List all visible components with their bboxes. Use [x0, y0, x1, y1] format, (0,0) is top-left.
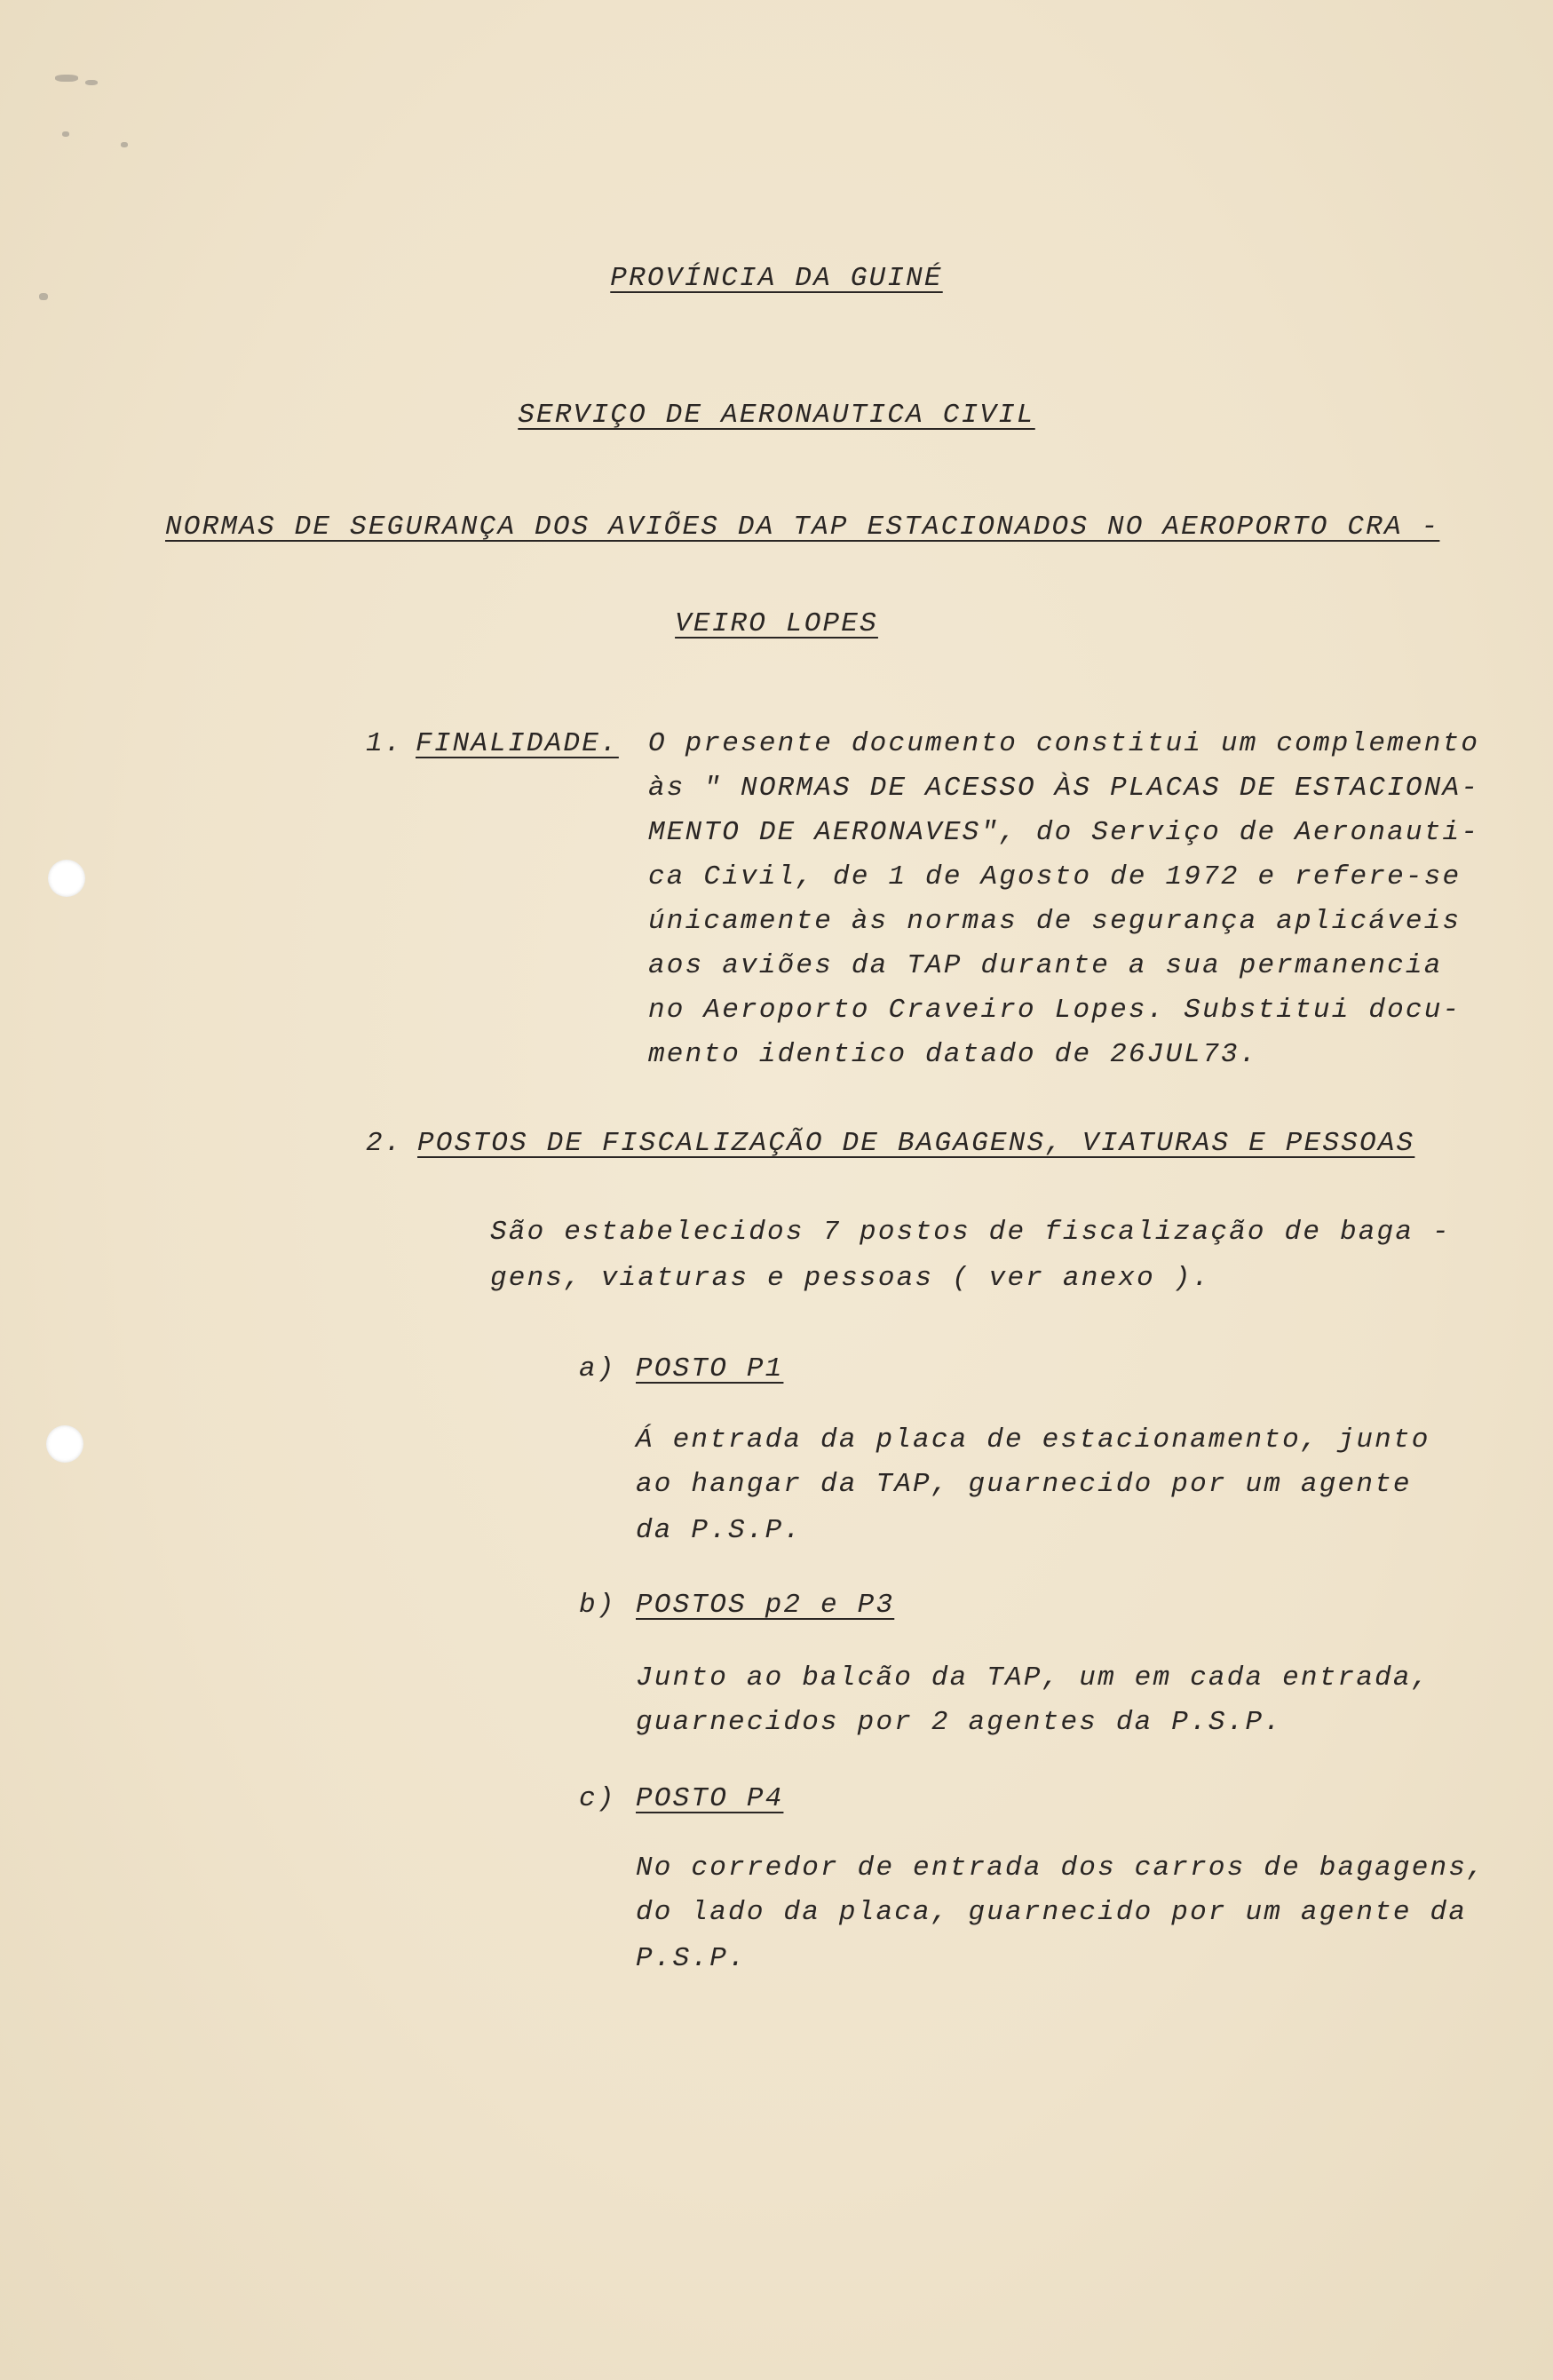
section-2-intro-line: gens, viaturas e pessoas ( ver anexo ).	[490, 1263, 1211, 1294]
item-a-title: POSTO P1	[636, 1353, 784, 1384]
document-title-line-1: NORMAS DE SEGURANÇA DOS AVIÕES DA TAP ESTACIONADOS NO AEROPORTO CRA -	[165, 512, 1440, 543]
item-a-text-line: da P.S.P.	[636, 1515, 803, 1546]
item-c-letter: c)	[579, 1783, 616, 1814]
ink-smudge	[121, 142, 128, 147]
service-heading: SERVIÇO DE AERONAUTICA CIVIL	[518, 400, 1035, 431]
item-b-text-line: Junto ao balcão da TAP, um em cada entrada,	[636, 1662, 1430, 1694]
item-a-letter: a)	[579, 1353, 616, 1384]
section-2-heading: POSTOS DE FISCALIZAÇÃO DE BAGAGENS, VIATURAS E PESSOAS	[417, 1128, 1415, 1159]
section-2-intro-line: São estabelecidos 7 postos de fiscalização de baga -	[490, 1217, 1451, 1248]
punch-hole-top	[48, 860, 85, 897]
ink-smudge	[39, 293, 48, 300]
section-1-text-line: aos aviões da TAP durante a sua permanencia	[648, 950, 1443, 981]
punch-hole-bottom	[46, 1425, 83, 1463]
section-1-text-line: às " NORMAS DE ACESSO ÀS PLACAS DE ESTACIONA-	[648, 773, 1480, 804]
section-2-number: 2.	[366, 1128, 403, 1159]
item-c-text-line: P.S.P.	[636, 1943, 747, 1974]
section-1-text-line: únicamente às normas de segurança aplicáveis	[648, 906, 1462, 937]
document-title-line-2: VEIRO LOPES	[675, 608, 878, 639]
item-b-title: POSTOS p2 e P3	[636, 1590, 895, 1621]
item-c-text-line: No corredor de entrada dos carros de bagagens,	[636, 1852, 1486, 1884]
section-1-text-line: MENTO DE AERONAVES", do Serviço de Aeronauti-	[648, 817, 1480, 848]
ink-smudge	[85, 80, 98, 85]
section-1-text-line: no Aeroporto Craveiro Lopes. Substitui docu-	[648, 995, 1462, 1026]
item-a-text-line: ao hangar da TAP, guarnecido por um agente	[636, 1469, 1412, 1500]
item-c-title: POSTO P4	[636, 1783, 784, 1814]
item-b-letter: b)	[579, 1590, 616, 1621]
province-heading: PROVÍNCIA DA GUINÉ	[610, 263, 943, 294]
item-b-text-line: guarnecidos por 2 agentes da P.S.P.	[636, 1707, 1283, 1738]
section-1-text-line: mento identico datado de 26JUL73.	[648, 1039, 1258, 1070]
ink-smudge	[55, 75, 78, 82]
item-a-text-line: Á entrada da placa de estacionamento, junto	[636, 1424, 1430, 1456]
section-1-number: 1.	[366, 728, 403, 759]
section-1-text-line: O presente documento constitui um complemento	[648, 728, 1480, 759]
item-c-text-line: do lado da placa, guarnecido por um agente da	[636, 1897, 1468, 1928]
ink-smudge	[62, 131, 69, 137]
section-1-text-line: ca Civil, de 1 de Agosto de 1972 e refere-se	[648, 861, 1462, 892]
section-1-heading: FINALIDADE.	[416, 728, 619, 759]
